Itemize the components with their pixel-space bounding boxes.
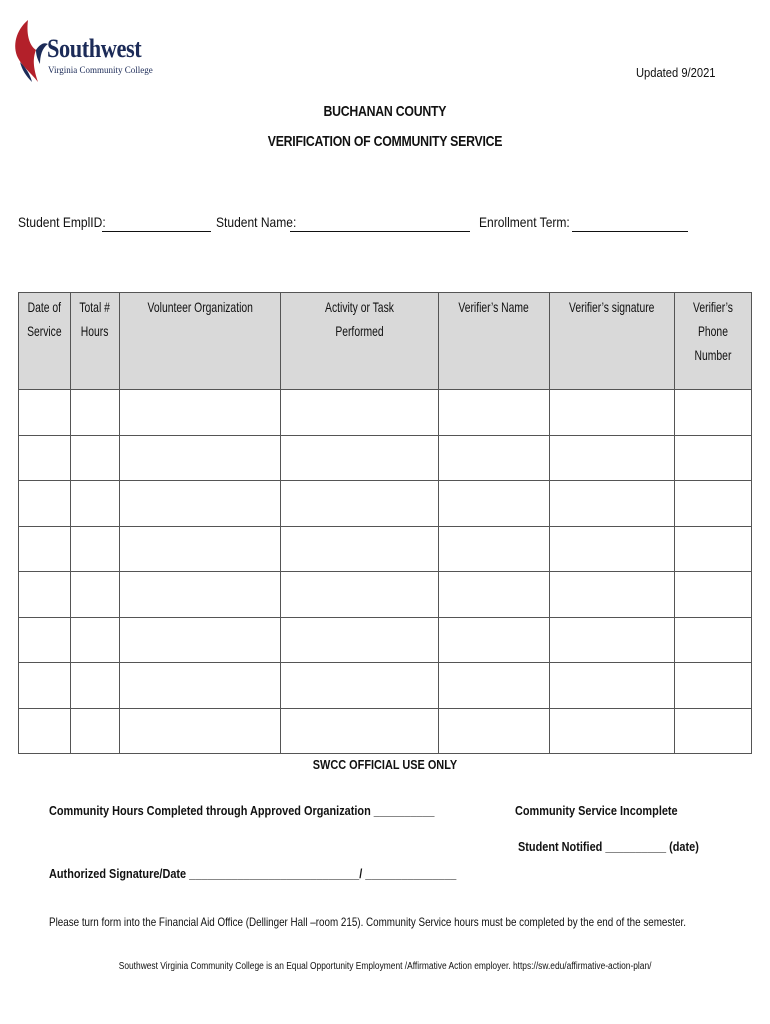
name-label: Student Name:	[216, 214, 297, 230]
authorized-signature-line: Authorized Signature/Date ____________________________/ _______________	[49, 866, 457, 881]
updated-date: Updated 9/2021	[636, 65, 716, 80]
entry-cell[interactable]	[550, 617, 675, 663]
entry-cell[interactable]	[120, 663, 281, 709]
entry-cell[interactable]	[675, 617, 752, 663]
entry-cell[interactable]	[281, 663, 439, 709]
form-title: VERIFICATION OF COMMUNITY SERVICE	[267, 133, 503, 150]
table-row	[19, 708, 752, 754]
entry-cell[interactable]	[550, 708, 675, 754]
emplid-field[interactable]	[102, 231, 211, 232]
entry-cell[interactable]	[19, 617, 71, 663]
entry-cell[interactable]	[71, 617, 120, 663]
swcc-bird-icon	[10, 16, 50, 86]
entry-cell[interactable]	[19, 435, 71, 481]
entry-cell[interactable]	[19, 390, 71, 436]
instructions-text: Please turn form into the Financial Aid Office (Dellinger Hall –room 215). Community Service hours must be completed by the end of the semester.	[49, 915, 686, 929]
entry-cell[interactable]	[120, 708, 281, 754]
column-header	[120, 293, 281, 390]
service-log-table	[18, 292, 752, 754]
term-field[interactable]	[572, 231, 688, 232]
entry-cell[interactable]	[550, 663, 675, 709]
entry-cell[interactable]	[281, 617, 439, 663]
entry-cell[interactable]	[439, 617, 550, 663]
footer-text: Southwest Virginia Community College is an Equal Opportunity Employment /Affirmative Action employer. https://sw.edu/affirmative-action-plan/	[118, 961, 652, 972]
entry-cell[interactable]	[675, 572, 752, 618]
entry-cell[interactable]	[675, 390, 752, 436]
column-header-text: Volunteer Organization	[147, 299, 253, 315]
entry-cell[interactable]	[71, 572, 120, 618]
entry-cell[interactable]	[120, 435, 281, 481]
entry-cell[interactable]	[439, 708, 550, 754]
entry-cell[interactable]	[439, 390, 550, 436]
entry-cell[interactable]	[120, 526, 281, 572]
entry-cell[interactable]	[19, 663, 71, 709]
table-row	[19, 663, 752, 709]
table-row	[19, 572, 752, 618]
entry-cell[interactable]	[120, 481, 281, 527]
college-logo	[10, 16, 153, 86]
logo-subtitle: Virginia Community College	[48, 65, 153, 75]
name-field[interactable]	[290, 231, 470, 232]
entry-cell[interactable]	[120, 617, 281, 663]
logo-name: Southwest	[47, 34, 142, 63]
column-header-text: Date of	[27, 299, 62, 315]
column-header-text: Hours	[81, 323, 109, 339]
entry-cell[interactable]	[281, 708, 439, 754]
official-use-heading: SWCC OFFICIAL USE ONLY	[312, 757, 458, 772]
entry-cell[interactable]	[675, 663, 752, 709]
column-header-text: Verifier’s signature	[569, 299, 655, 315]
column-header-text: Verifier’s	[693, 299, 733, 315]
entry-cell[interactable]	[439, 435, 550, 481]
entry-cell[interactable]	[71, 435, 120, 481]
entry-cell[interactable]	[19, 526, 71, 572]
column-header-text: Total #	[79, 299, 111, 315]
entry-cell[interactable]	[19, 481, 71, 527]
entry-cell[interactable]	[281, 435, 439, 481]
column-header	[550, 293, 675, 390]
entry-cell[interactable]	[439, 526, 550, 572]
entry-cell[interactable]	[439, 663, 550, 709]
entry-cell[interactable]	[439, 572, 550, 618]
column-header	[71, 293, 120, 390]
entry-cell[interactable]	[71, 663, 120, 709]
column-header-text: Activity or Task Performed	[325, 299, 394, 339]
student-notified-line: Student Notified __________ (date)	[518, 839, 699, 854]
table-header-row	[19, 293, 752, 390]
term-label: Enrollment Term:	[479, 214, 570, 230]
column-header-text: Verifier’s Name	[458, 299, 530, 315]
column-header	[281, 293, 439, 390]
entry-cell[interactable]	[281, 390, 439, 436]
entry-cell[interactable]	[120, 390, 281, 436]
entry-cell[interactable]	[550, 572, 675, 618]
column-header-text: Number	[694, 347, 732, 363]
entry-cell[interactable]	[675, 708, 752, 754]
county-title: BUCHANAN COUNTY	[323, 103, 447, 120]
column-header	[439, 293, 550, 390]
column-header	[19, 293, 71, 390]
column-header-text: Phone	[698, 323, 728, 339]
entry-cell[interactable]	[281, 572, 439, 618]
table-row	[19, 526, 752, 572]
service-incomplete-label: Community Service Incomplete	[515, 803, 678, 818]
entry-cell[interactable]	[550, 526, 675, 572]
entry-cell[interactable]	[19, 572, 71, 618]
entry-cell[interactable]	[439, 481, 550, 527]
entry-cell[interactable]	[675, 435, 752, 481]
entry-cell[interactable]	[120, 572, 281, 618]
hours-completed-line: Community Hours Completed through Approved Organization __________	[49, 803, 435, 818]
entry-cell[interactable]	[281, 526, 439, 572]
entry-cell[interactable]	[550, 390, 675, 436]
entry-cell[interactable]	[550, 481, 675, 527]
table-row	[19, 435, 752, 481]
column-header	[675, 293, 752, 390]
entry-cell[interactable]	[71, 708, 120, 754]
emplid-label: Student EmplID:	[18, 214, 106, 230]
column-header-text: Service	[27, 323, 62, 339]
entry-cell[interactable]	[675, 481, 752, 527]
table-body	[19, 390, 752, 754]
entry-cell[interactable]	[550, 435, 675, 481]
entry-cell[interactable]	[675, 526, 752, 572]
entry-cell[interactable]	[281, 481, 439, 527]
table-row	[19, 390, 752, 436]
entry-cell[interactable]	[19, 708, 71, 754]
entry-cell[interactable]	[71, 526, 120, 572]
table-row	[19, 481, 752, 527]
table-row	[19, 617, 752, 663]
entry-cell[interactable]	[71, 390, 120, 436]
entry-cell[interactable]	[71, 481, 120, 527]
